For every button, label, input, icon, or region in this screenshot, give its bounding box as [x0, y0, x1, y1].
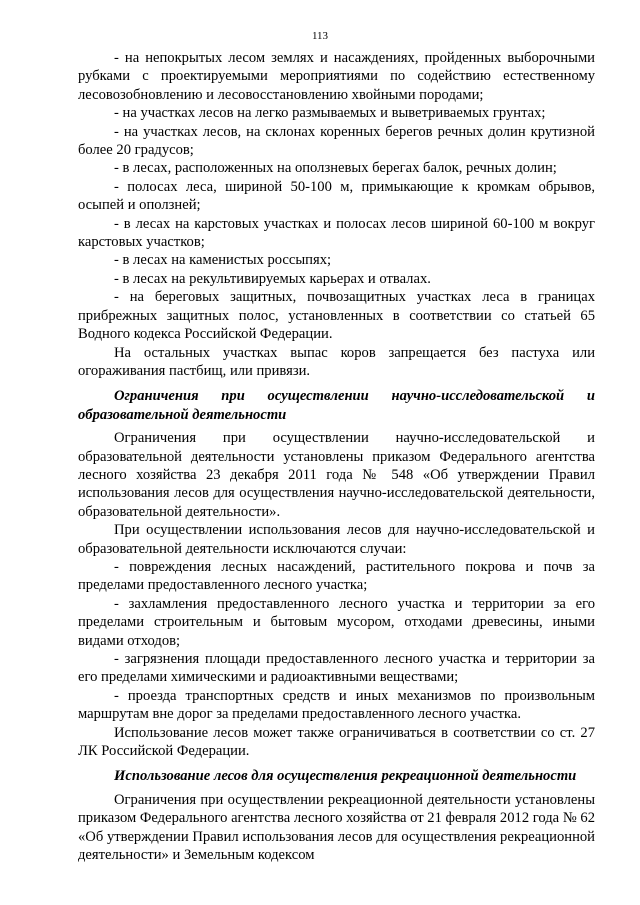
paragraph: - повреждения лесных насаждений, растительного покрова и почв за пределами предоставленного лесного участка;	[78, 558, 595, 594]
paragraph: - в лесах, расположенных на оползневых берегах балок, речных долин;	[114, 160, 557, 177]
paragraph: Использование лесов может также ограничиваться в соответствии со ст. 27 ЛК Российской Федерации.	[78, 724, 595, 760]
page-number: 113	[311, 30, 329, 42]
paragraph: - на участках лесов на легко размываемых и выветриваемых грунтах;	[114, 105, 546, 122]
paragraph: - загрязнения площади предоставленного лесного участка и территории за его пределами химическими и радиоактивными веществами;	[78, 651, 595, 686]
paragraph: - в лесах на карстовых участках и полосах лесов шириной 60-100 м вокруг карстовых участков;	[78, 215, 595, 251]
paragraph: - на непокрытых лесом землях и насаждениях, пройденных выборочными рубками с проектируемыми мероприятиями по содействию естественному лесовозобновлению и лесовосстановлению хвойными породами;	[78, 50, 595, 103]
section-heading: Использование лесов для осуществления рекреационной деятельности	[114, 768, 577, 785]
paragraph: - на береговых защитных, почвозащитных участках леса в границах прибрежных защитных полос, установленных в соответствии со статьей 65 Водного кодекса Российской Федерации.	[78, 289, 595, 343]
paragraph: При осуществлении использования лесов для научно-исследовательской и образовательной деятельности исключаются случаи:	[78, 522, 595, 557]
paragraph: - в лесах на рекультивируемых карьерах и отвалах.	[114, 270, 431, 287]
document-body	[78, 49, 595, 864]
paragraph: - на участках лесов, на склонах коренных берегов речных долин крутизной более 20 градусов;	[78, 123, 595, 159]
paragraph: - в лесах на каменистых россыпях;	[114, 252, 332, 269]
section-heading: Ограничения при осуществлении научно-исследовательской и образовательной деятельности	[78, 388, 595, 423]
paragraph: - полосах леса, шириной 50-100 м, примыкающие к кромкам обрывов, осыпей и оползней;	[78, 178, 595, 214]
paragraph: На остальных участках выпас коров запрещается без пастуха или огораживания пастбищ, или привязи.	[78, 344, 595, 379]
paragraph: Ограничения при осуществлении научно-исследовательской и образовательной деятельности установлены приказом Федерального агентства лесного хозяйства 23 декабря 2011 года № 548 «Об утверждении Правил использования лесов для осуществления научно-исследовательской деятельности, образовательной деятельности».	[78, 430, 595, 520]
paragraph: Ограничения при осуществлении рекреационной деятельности установлены приказом Федерального агентства лесного хозяйства от 21 февраля 2012 года № 62 «Об утверждении Правил использования лесов для осуществления рекреационной деятельности» и Земельным кодексом	[78, 791, 595, 864]
paragraph: - проезда транспортных средств и иных механизмов по произвольным маршрутам вне дорог за пределами предоставленного лесного участка.	[78, 687, 595, 723]
paragraph: - захламления предоставленного лесного участка и территории за его пределами строительным и бытовым мусором, отходами древесины, иными видами отходов;	[78, 595, 595, 649]
